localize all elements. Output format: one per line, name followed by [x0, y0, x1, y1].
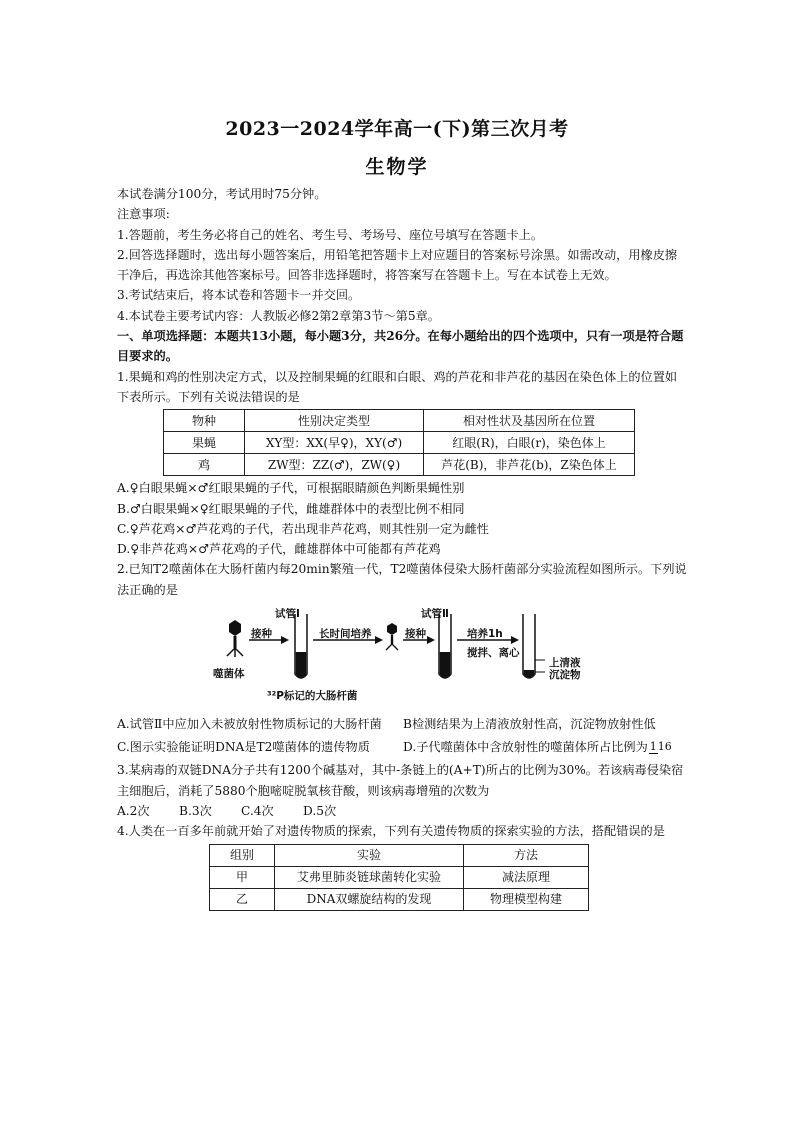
- q3-option-d: D.5次: [303, 803, 337, 818]
- q4-table-header: 实验: [275, 844, 464, 866]
- label-step-2: 长时间培养: [319, 628, 372, 641]
- q1-table-header: 相对性状及基因所在位置: [424, 410, 635, 432]
- label-phage: 噬菌体: [213, 668, 245, 681]
- q2-stem: 2.已知T2噬菌体在大肠杆菌内每20min繁殖一代，T2噬菌体侵染大肠杆菌部分实验流程如图所示。下列说法正确的是: [117, 562, 687, 597]
- fraction-denominator: 16: [657, 740, 672, 754]
- notice-2: 2.回答选择题时，选出每小题答案后，用铅笔把答题卡上对应题目的答案标号涂黑。如需改动，用橡皮擦干净后，再选涂其他答案标号。回答非选择题时，将答案写在答题卡上。写在本试卷上无效。: [117, 247, 678, 283]
- label-sediment: 沉淀物: [549, 669, 581, 682]
- q2-option-c: C.图示实验能证明DNA是T2噬菌体的遗传物质: [117, 740, 370, 755]
- table-row: [210, 866, 589, 888]
- q4-table-cell: 乙: [210, 888, 275, 910]
- exam-body: [117, 184, 687, 911]
- q2-experiment-diagram: [117, 602, 687, 710]
- label-tube-1: 试管Ⅰ: [275, 608, 300, 621]
- phage-icon-middle: [386, 623, 398, 650]
- q3-option-c: C.4次: [241, 803, 274, 818]
- section-heading: 一、单项选择题：本题共13小题，每小题3分，共26分。在每小题给出的四个选项中，只有一项是符合题目要求的。: [117, 329, 684, 364]
- q4-table: [209, 844, 589, 911]
- q2-option-d-fraction: [649, 741, 672, 754]
- q1-table: [163, 409, 635, 476]
- q2-options-row-1: [117, 714, 687, 734]
- q1-table-header: 性别决定类型: [245, 410, 424, 432]
- q1-table-cell: 红眼(R)，白眼(r)，染色体上: [424, 432, 635, 454]
- label-step-5: 搅拌、离心: [467, 647, 520, 660]
- q1-table-cell: 果蝇: [164, 432, 245, 454]
- exam-subject: 生物学: [365, 156, 429, 178]
- q4-stem: 4.人类在一百多年前就开始了对遗传物质的探索，下列有关遗传物质的探索实验的方法，搭配错误的是: [117, 824, 665, 839]
- q4-table-cell: 艾弗里肺炎链球菌转化实验: [275, 866, 464, 888]
- notice-title: 注意事项:: [117, 207, 170, 222]
- q3-option-b: B.3次: [179, 803, 212, 818]
- table-row: [210, 888, 589, 910]
- q1-option-a: A.♀白眼果蝇×♂红眼果蝇的子代，可根据眼睛颜色判断果蝇性别: [117, 481, 465, 496]
- label-step-1: 接种: [251, 628, 272, 641]
- fraction-numerator: 1: [649, 740, 657, 754]
- q4-table-cell: 物理模型构建: [464, 888, 589, 910]
- q2-option-d: D.子代噬菌体中含放射性的噬菌体所占比例为: [403, 740, 648, 755]
- label-step-4: 培养1h: [467, 628, 503, 641]
- q3-stem: 3.某病毒的双链DNA分子共有1200个碱基对，其中-条链上的(A+T)所占的比例为30%。若该病毒侵染宿主细胞后，消耗了5880个胞嘧啶脱氧核苷酸，则该病毒增殖的次数为: [117, 763, 684, 798]
- q4-table-cell: 减法原理: [464, 866, 589, 888]
- label-tube-2: 试管Ⅱ: [421, 608, 449, 621]
- q4-table-header: 组别: [210, 844, 275, 866]
- q1-option-d: D.♀非芦花鸡×♂芦花鸡的子代，雌雄群体中可能都有芦花鸡: [117, 542, 441, 557]
- q3-option-a: A.2次: [117, 803, 150, 818]
- q2-option-b: B检测结果为上清液放射性高，沉淀物放射性低: [403, 717, 656, 732]
- table-row: [164, 432, 635, 454]
- q1-table-cell: XY型：XX(早♀)，XY(♂): [245, 432, 424, 454]
- q2-option-d-wrap: [403, 734, 672, 760]
- q1-table-cell: 芦花(B)，非芦花(b)，Z染色体上: [424, 454, 635, 476]
- q1-table-cell: 鸡: [164, 454, 245, 476]
- phage-icon-left: [227, 620, 243, 657]
- q1-option-b: B.♂白眼果蝇×♀红眼果蝇的子代，雌雄群体中的表型比例不相同: [117, 501, 465, 516]
- test-tube-3: [523, 614, 545, 678]
- q4-table-cell: 甲: [210, 866, 275, 888]
- label-bacteria: ³²P标记的大肠杆菌: [267, 690, 358, 703]
- q1-table-header: 物种: [164, 410, 245, 432]
- q2-options-row-2: [117, 734, 687, 760]
- notice-3: 3.考试结束后，将本试卷和答题卡一并交回。: [117, 288, 361, 303]
- q4-table-cell: DNA双螺旋结构的发现: [275, 888, 464, 910]
- table-row: [164, 454, 635, 476]
- q3-options: [117, 801, 687, 821]
- q2-option-a: A.试管Ⅱ中应加入未被放射性物质标记的大肠杆菌: [117, 717, 382, 732]
- label-supernatant: 上清液: [549, 657, 581, 670]
- notice-1: 1.答题前，考生务必将自己的姓名、考生号、考场号、座位号填写在答题卡上。: [117, 227, 544, 242]
- q1-stem: 1.果蝇和鸡的性别决定方式，以及控制果蝇的红眼和白眼、鸡的芦花和非芦花的基因在染色体上的位置如下表所示。下列有关说法错误的是: [117, 369, 678, 404]
- label-step-3: 接种: [405, 628, 426, 641]
- q4-table-header: 方法: [464, 844, 589, 866]
- q1-option-c: C.♀芦花鸡×♂芦花鸡的子代，若出现非芦花鸡，则其性别一定为雌性: [117, 521, 489, 536]
- q1-table-cell: ZW型：ZZ(♂)，ZW(♀): [245, 454, 424, 476]
- exam-title: 2023一2024学年高一(下)第三次月考: [225, 118, 569, 140]
- score-info: 本试卷满分100分，考试用时75分钟。: [117, 187, 327, 201]
- notice-4: 4.本试卷主要考试内容：人教版必修2第2章第3节～第5章。: [117, 308, 440, 323]
